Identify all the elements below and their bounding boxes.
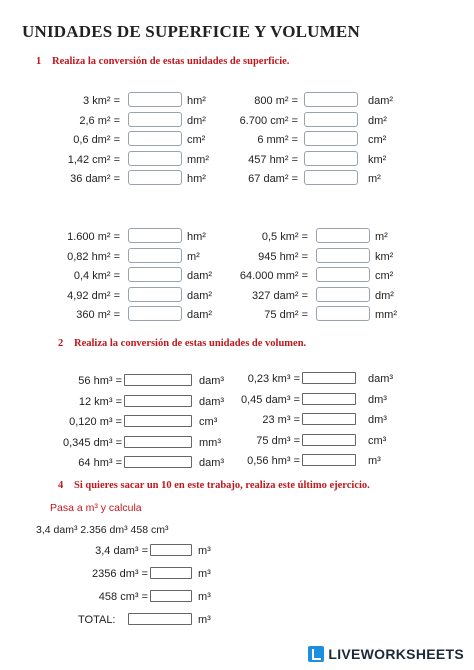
- unit-label: dam³: [199, 457, 225, 469]
- unit-label: dam²: [187, 270, 213, 282]
- conversion-label: 0,6 dm² =: [73, 134, 120, 146]
- section-text: Si quieres sacar un 10 en este trabajo, realiza este último ejercicio.: [74, 480, 370, 491]
- conversion-row: [0, 432, 474, 450]
- conversion-row: [0, 452, 474, 470]
- conversion-row: [0, 565, 474, 583]
- section-heading-1: [36, 56, 289, 67]
- conversion-label: TOTAL:: [78, 614, 116, 626]
- conversion-label: 0,82 hm² =: [67, 250, 120, 263]
- answer-input[interactable]: [302, 413, 356, 425]
- conversion-label: 36 dam² =: [70, 173, 120, 185]
- answer-input[interactable]: [316, 306, 370, 321]
- answer-input[interactable]: [316, 228, 370, 243]
- conversion-label: 6 mm² =: [257, 134, 298, 146]
- conversion-label: 0,345 dm³ =: [62, 436, 122, 449]
- answer-input[interactable]: [316, 287, 370, 302]
- liveworksheets-logo-icon: [308, 646, 324, 662]
- unit-label: hm²: [187, 231, 206, 243]
- conversion-label: 360 m² =: [76, 309, 120, 321]
- final-subtitle: Pasa a m³ y calcula: [50, 502, 142, 514]
- unit-label: dam³: [199, 395, 225, 408]
- unit-label: dam²: [187, 289, 213, 302]
- answer-input[interactable]: [304, 112, 358, 127]
- conversion-row: [0, 542, 474, 560]
- unit-label: cm³: [368, 434, 387, 447]
- unit-label: dm³: [368, 414, 387, 426]
- conversion-row: [0, 306, 474, 324]
- answer-input[interactable]: [302, 434, 356, 446]
- conversion-label: 2,6 m² =: [79, 114, 120, 127]
- page-title: UNIDADES DE SUPERFICIE Y VOLUMEN: [22, 22, 360, 41]
- conversion-row: [0, 131, 474, 149]
- section-text: Realiza la conversión de estas unidades de superficie.: [52, 56, 290, 67]
- conversion-label: 2356 dm³ =: [92, 568, 148, 580]
- conversion-label: 1.600 m² =: [67, 231, 120, 243]
- answer-input[interactable]: [302, 454, 356, 466]
- answer-input[interactable]: [302, 393, 356, 405]
- answer-input[interactable]: [150, 590, 192, 602]
- conversion-row: [0, 370, 474, 388]
- conversion-row: [0, 287, 474, 305]
- conversion-label: 75 dm³ =: [256, 434, 300, 447]
- answer-input[interactable]: [304, 151, 358, 166]
- conversion-row: [0, 248, 474, 266]
- conversion-label: 64 hm³ =: [78, 457, 122, 469]
- unit-label: m²: [187, 250, 200, 263]
- conversion-label: 0,23 km³ =: [247, 373, 300, 385]
- conversion-row: [0, 611, 474, 629]
- section-heading-2: [58, 338, 306, 349]
- answer-input[interactable]: [304, 92, 358, 107]
- conversion-label: 457 hm² =: [248, 153, 298, 166]
- section-text: Realiza la conversión de estas unidades de volumen.: [74, 338, 307, 349]
- unit-label: km²: [368, 153, 387, 166]
- conversion-label: 6.700 cm² =: [239, 114, 298, 127]
- unit-label: dam³: [199, 375, 225, 387]
- unit-label: m³: [198, 568, 211, 580]
- unit-label: dam²: [187, 309, 213, 321]
- conversion-row: [0, 588, 474, 606]
- conversion-label: 23 m³ =: [262, 414, 300, 426]
- answer-input[interactable]: [150, 567, 192, 579]
- section-number: 1: [36, 56, 42, 67]
- unit-label: m³: [368, 455, 381, 467]
- conversion-label: 0,120 m³ =: [69, 416, 122, 428]
- answer-input[interactable]: [304, 170, 358, 185]
- footer-brand: [308, 646, 464, 662]
- conversion-label: 3,4 dam³ =: [95, 545, 148, 557]
- conversion-row: [0, 170, 474, 188]
- final-quantity-line: 3,4 dam³ 2.356 dm³ 458 cm³: [36, 524, 169, 536]
- conversion-row: [0, 228, 474, 246]
- unit-label: m²: [368, 173, 381, 185]
- unit-label: mm²: [375, 309, 397, 321]
- conversion-label: 327 dam² =: [252, 289, 308, 302]
- unit-label: dam²: [368, 95, 394, 107]
- unit-label: m²: [375, 231, 388, 243]
- conversion-label: 56 hm³ =: [78, 375, 122, 387]
- unit-label: m³: [198, 545, 211, 557]
- conversion-row: [0, 267, 474, 285]
- unit-label: mm³: [199, 436, 221, 449]
- unit-label: mm²: [187, 153, 209, 166]
- section-heading-4: [58, 480, 370, 491]
- conversion-label: 12 km³ =: [78, 395, 122, 408]
- unit-label: m³: [198, 591, 211, 603]
- answer-input[interactable]: [150, 544, 192, 556]
- unit-label: cm²: [187, 134, 206, 146]
- conversion-row: [0, 92, 474, 110]
- unit-label: m³: [198, 614, 211, 626]
- answer-input[interactable]: [316, 248, 370, 263]
- conversion-label: 945 hm² =: [258, 250, 308, 263]
- answer-input[interactable]: [316, 267, 370, 282]
- conversion-label: 0,45 dam³ =: [240, 393, 300, 406]
- conversion-label: 75 dm² =: [264, 309, 308, 321]
- conversion-row: [0, 151, 474, 169]
- section-number: 2: [58, 338, 64, 349]
- conversion-label: 64.000 mm² =: [239, 270, 308, 282]
- unit-label: hm²: [187, 173, 206, 185]
- unit-label: km²: [375, 250, 394, 263]
- conversion-label: 3 km² =: [83, 95, 120, 107]
- unit-label: cm³: [199, 416, 218, 428]
- conversion-label: 67 dam² =: [248, 173, 298, 185]
- section-number: 4: [58, 480, 64, 491]
- unit-label: cm²: [368, 134, 387, 146]
- conversion-label: 458 cm³ =: [98, 591, 148, 603]
- conversion-label: 800 m² =: [254, 95, 298, 107]
- answer-input[interactable]: [304, 131, 358, 146]
- answer-input[interactable]: [128, 613, 192, 625]
- unit-label: dm³: [368, 393, 387, 406]
- unit-label: hm²: [187, 95, 206, 107]
- unit-label: dm²: [375, 289, 394, 302]
- unit-label: dm²: [368, 114, 387, 127]
- brand-name: LIVEWORKSHEETS: [328, 646, 464, 662]
- conversion-label: 1,42 cm² =: [67, 153, 120, 166]
- unit-label: cm²: [375, 270, 394, 282]
- unit-label: dm²: [187, 114, 206, 127]
- conversion-label: 4,92 dm² =: [67, 289, 120, 302]
- conversion-row: [0, 411, 474, 429]
- conversion-row: [0, 391, 474, 409]
- conversion-label: 0,5 km² =: [261, 231, 308, 243]
- conversion-label: 0,4 km² =: [73, 270, 120, 282]
- conversion-label: 0,56 hm³ =: [247, 455, 300, 467]
- unit-label: dam³: [368, 373, 394, 385]
- conversion-row: [0, 112, 474, 130]
- answer-input[interactable]: [302, 372, 356, 384]
